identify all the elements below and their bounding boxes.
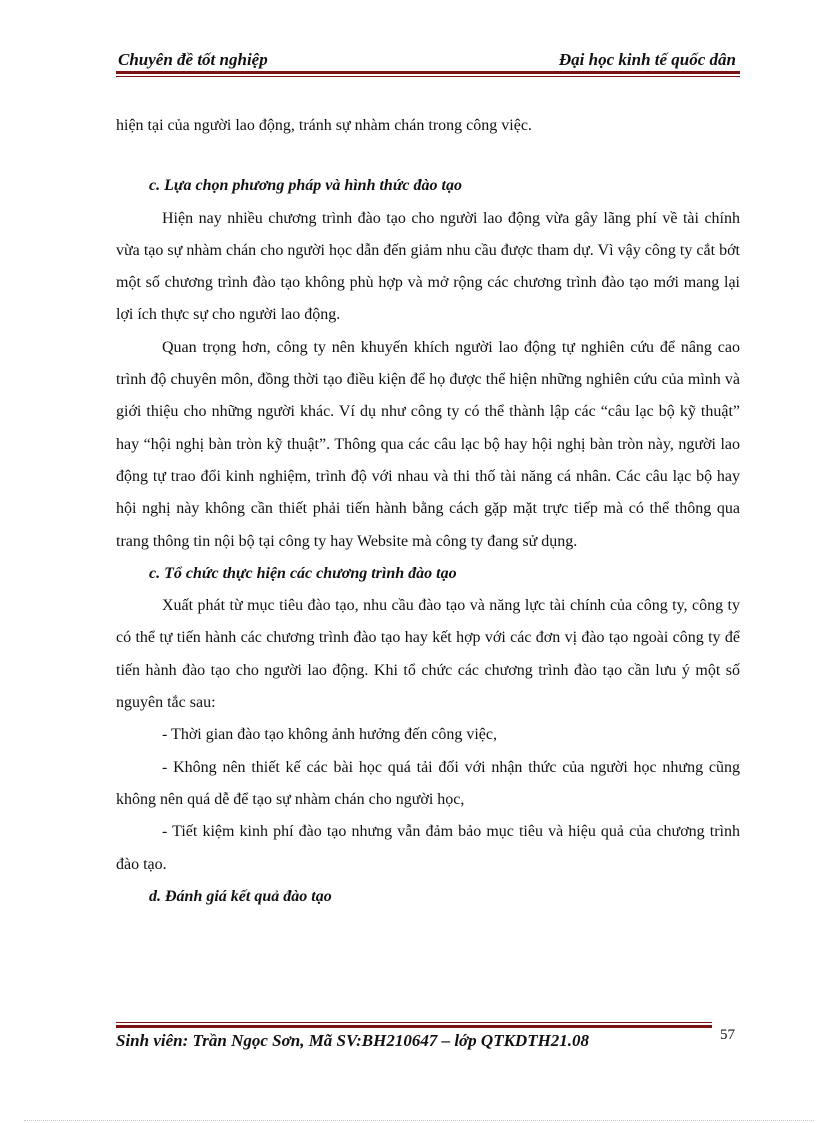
list-item-time: - Thời gian đào tạo không ảnh hưởng đến công việc, (162, 726, 497, 744)
paragraph-organize: Xuất phát từ mục tiêu đào tạo, nhu cầu đào tạo và năng lực tài chính của công ty, công ty có thể tự tiến hành các chương trình đào tạo hay kết hợp với các đơn vị đào tạo ngoài công ty để tiến hành đào tạo cho người lao động. Khi tổ chức các chương trình đào tạo cần lưu ý một số nguyên tắc sau: (116, 597, 740, 712)
section-heading-methods: c. Lựa chọn phương pháp và hình thức đào tạo (149, 177, 462, 195)
header-right-title: Đại học kinh tế quốc dân (558, 50, 736, 69)
body-content (116, 110, 740, 913)
footer-author-info: Sinh viên: Trần Ngọc Sơn, Mã SV:BH210647 – lớp QTKDTH21.08 (116, 1031, 590, 1050)
list-item-lessons: - Không nên thiết kế các bài học quá tải đối với nhận thức của người học nhưng cũng không nên quá dễ để tạo sự nhàm chán cho người học, (116, 758, 740, 808)
paragraph-methods: Hiện nay nhiều chương trình đào tạo cho người lao động vừa gây lãng phí về tài chính vừa tạo sự nhàm chán cho người học dẫn đến giảm nhu cầu được tham dự. Vì vậy công ty cắt bớt một số chương trình đào tạo không phù hợp và mở rộng các chương trình đào tạo mới mang lại lợi ích thực sự cho người lao động. (116, 209, 740, 324)
page-bottom-border (24, 1120, 814, 1121)
header-left-title: Chuyên đề tốt nghiệp (118, 50, 268, 69)
header-rule-thick (116, 71, 740, 74)
list-item-cost: - Tiết kiệm kinh phí đào tạo nhưng vẫn đảm bảo mục tiêu và hiệu quả của chương trình đào tạo. (116, 823, 740, 873)
paragraph-research: Quan trọng hơn, công ty nên khuyến khích người lao động tự nghiên cứu để nâng cao trình độ chuyên môn, đồng thời tạo điều kiện để họ được thể hiện những nghiên cứu của mình và giới thiệu cho những người khác. Ví dụ như công ty có thể thành lập các “câu lạc bộ kỹ thuật” hay “hội nghị bàn tròn kỹ thuật”. Thông qua các câu lạc bộ hay hội nghị bàn tròn này, người lao động tự trao đổi kinh nghiệm, trình độ với nhau và thi thố tài năng cá nhân. Các câu lạc bộ hay hội nghị này không cần thiết phải tiến hành bằng cách gặp mặt trực tiếp mà có thể thông qua trang thông tin nội bộ tại công ty hay Website mà công ty đang sử dụng. (116, 338, 740, 550)
page-header (116, 48, 740, 70)
footer-rule-thin (116, 1022, 712, 1023)
section-heading-organize: c. Tổ chức thực hiện các chương trình đào tạo (149, 564, 457, 582)
footer-rule-thick (116, 1025, 712, 1028)
section-heading-evaluation: d. Đánh giá kết quả đào tạo (149, 887, 332, 905)
page-number: 57 (720, 1027, 735, 1043)
paragraph-continuation: hiện tại của người lao động, tránh sự nhàm chán trong công việc. (116, 117, 532, 134)
header-rule-thin (116, 76, 740, 77)
